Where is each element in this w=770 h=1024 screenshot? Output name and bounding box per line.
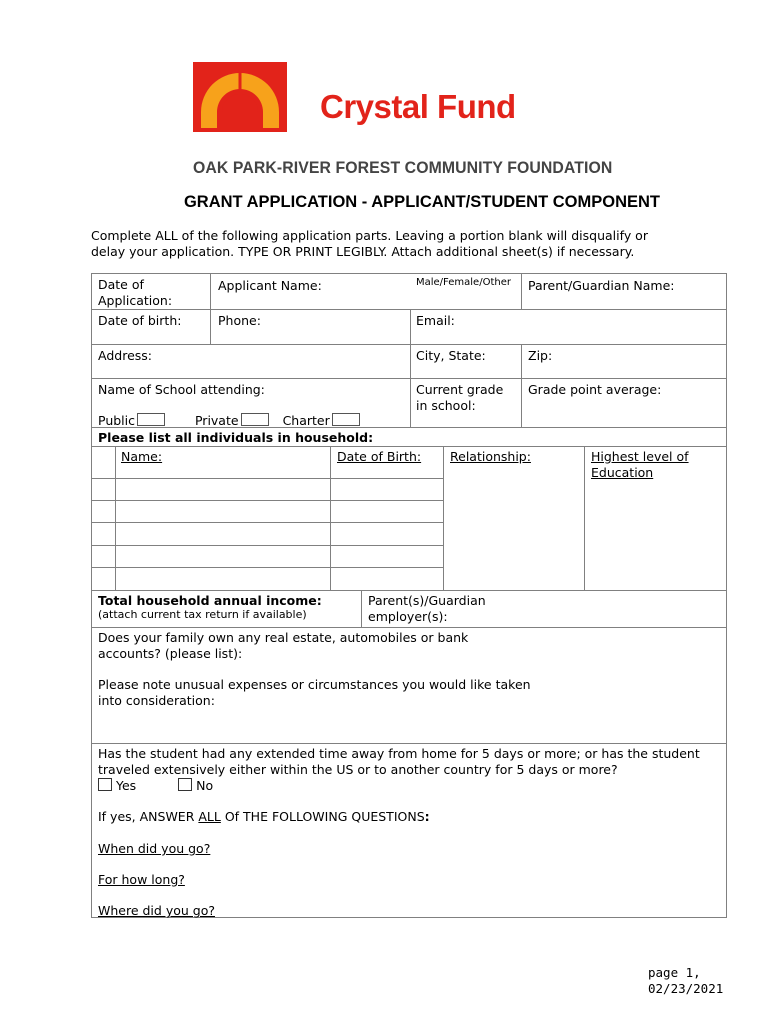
arch-logo-icon [193,62,287,132]
where-question: Where did you go? [98,903,215,918]
travel-options [98,778,213,794]
employer-label: Parent(s)/Guardian employer(s): [368,593,486,624]
unusual-question: Please note unusual expenses or circumstances you would like taken into consideration: [98,677,531,708]
when-question: When did you go? [98,841,211,856]
instructions-line-2: delay your application. TYPE OR PRINT LEGIBLY. Attach additional sheet(s) if necessary. [91,244,635,259]
if-yes-instruction: If yes, ANSWER ALL Of THE FOLLOWING QUESTIONS: [98,809,430,824]
revision-date: 02/23/2021 [648,981,724,996]
no-checkbox[interactable] [178,778,192,791]
private-checkbox[interactable] [241,413,269,426]
charter-label: Charter [282,413,330,428]
address-label: Address: [98,348,152,363]
city-state-label: City, State: [416,348,486,363]
email-label: Email: [416,313,455,328]
page-title: GRANT APPLICATION - APPLICANT/STUDENT COMPONENT [183,193,661,211]
parent-guardian-name-label: Parent/Guardian Name: [528,278,675,293]
yes-checkbox[interactable] [98,778,112,791]
current-grade-label: Current grade in school: [416,382,504,413]
private-label: Private [194,413,239,428]
charter-checkbox[interactable] [332,413,360,426]
public-checkbox[interactable] [137,413,165,426]
page-number: page 1, [648,965,701,980]
col-name-header: Name: [121,449,163,464]
brand-name: Crystal Fund [320,88,516,125]
crystal-fund-logo [193,62,287,132]
zip-label: Zip: [528,348,553,363]
yes-label: Yes [115,778,137,793]
income-note: (attach current tax return if available) [98,608,307,621]
page-footer [648,965,723,997]
income-label: Total household annual income: [98,593,322,608]
instructions [91,228,731,260]
household-heading: Please list all individuals in household: [98,430,374,445]
phone-label: Phone: [218,313,261,328]
travel-question: Has the student had any extended time away from home for 5 days or more; or has the student traveled extensively either within the US or to another country for 5 days or more? [98,746,700,777]
public-label: Public [98,413,135,428]
no-label: No [196,778,214,793]
date-of-birth-label: Date of birth: [98,313,182,328]
school-label: Name of School attending: [98,382,265,397]
assets-question: Does your family own any real estate, automobiles or bank accounts? (please list): [98,630,469,661]
applicant-name-label: Applicant Name: [218,278,322,293]
gpa-label: Grade point average: [528,382,662,397]
foundation-name: OAK PARK-RIVER FOREST COMMUNITY FOUNDATION [193,158,613,177]
col-dob-header: Date of Birth: [337,449,422,464]
gender-label: Male/Female/Other [416,277,511,288]
col-education-header: Highest level of Education [591,449,689,480]
instructions-line-1: Complete ALL of the following application parts. Leaving a portion blank will disqualify or [91,228,648,243]
date-of-application-label: Date of Application: [98,277,173,308]
how-long-question: For how long? [98,872,185,887]
col-relationship-header: Relationship: [450,449,531,464]
school-type-options [98,413,360,429]
